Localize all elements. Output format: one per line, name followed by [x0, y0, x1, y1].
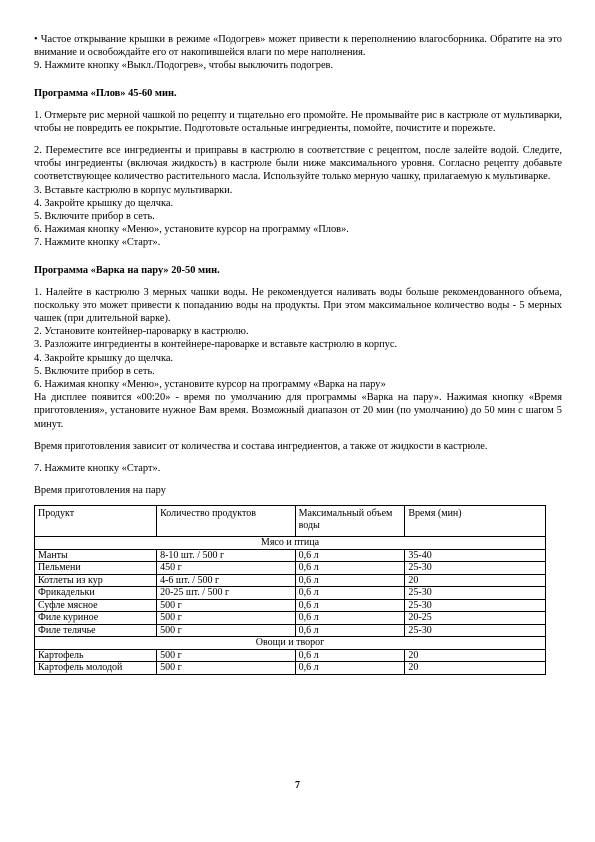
cell-water: 0,6 л: [295, 649, 405, 662]
cell-quantity: 500 г: [157, 612, 296, 625]
cell-time: 20: [405, 574, 546, 587]
pilaf-step-6: 6. Нажимая кнопку «Меню», установите курсор на программу «Плов».: [34, 224, 349, 236]
table-row: [35, 624, 546, 637]
cell-time: 25-30: [405, 599, 546, 612]
steam-heading: Программа «Варка на пару» 20-50 мин.: [34, 264, 220, 276]
cell-water: 0,6 л: [295, 599, 405, 612]
cell-water: 0,6 л: [295, 574, 405, 587]
cell-time: 35-40: [405, 549, 546, 562]
cell-time: 20-25: [405, 612, 546, 625]
table-row: [35, 549, 546, 562]
steam-step-3: 3. Разложите ингредиенты в контейнере-пароварке и вставьте кастрюлю в корпус.: [34, 339, 398, 351]
table-row: [35, 599, 546, 612]
cell-product: Манты: [35, 549, 157, 562]
table-row: [35, 662, 546, 675]
pilaf-heading: Программа «Плов» 45-60 мин.: [34, 87, 177, 99]
cell-product: Картофель: [35, 649, 157, 662]
bullet-note: • Частое открывание крышки в режиме «Подогрев» может привести к переполнению влагосборника. Обратите на это внимание и освобождайте его от накопившейся влаги по мере наполнения.: [34, 34, 562, 59]
steam-step-5: 5. Включите прибор в сеть.: [34, 365, 155, 377]
header-product: Продукт: [35, 506, 157, 537]
cell-water: 0,6 л: [295, 624, 405, 637]
cell-quantity: 450 г: [157, 562, 296, 575]
cell-product: Филе куриное: [35, 612, 157, 625]
pilaf-step-4: 4. Закройте крышку до щелчка.: [34, 197, 174, 209]
cell-water: 0,6 л: [295, 549, 405, 562]
header-water: Максимальный объем воды: [295, 506, 405, 537]
pilaf-step-2: 2. Переместите все ингредиенты и приправы в кастрюлю в соответствие с рецептом, после залейте водой. Следите, чтобы ингредиенты (включая жидкость) в кастрюле были ниже максимального уровня. Согласно рецепту добавьте соответствующее количество растительного масла. Используйте только мерную чашку, прилагаемую к мультиварке.: [34, 145, 562, 183]
manual-page: [34, 33, 562, 675]
cell-water: 0,6 л: [295, 562, 405, 575]
cell-quantity: 4-6 шт. / 500 г: [157, 574, 296, 587]
cell-water: 0,6 л: [295, 612, 405, 625]
cell-product: Фрикадельки: [35, 587, 157, 600]
section-row: [35, 637, 546, 650]
cell-time: 25-30: [405, 587, 546, 600]
cell-time: 20: [405, 662, 546, 675]
cell-water: 0,6 л: [295, 662, 405, 675]
table-header-row: [35, 506, 546, 537]
steam-time-note: Время приготовления зависит от количества и состава ингредиентов, а также от жидкости в кастрюле.: [34, 440, 488, 452]
steam-display-note: На дисплее появится «00:20» - время по умолчанию для программы «Варка на пару». Нажимая кнопку «Время приготовления», установите нужное Вам время. Возможный диапазон от 20 мин (по умолчанию) до 50 мин с шагом 5 минут.: [34, 392, 562, 430]
table-caption: Время приготовления на пару: [34, 485, 166, 497]
header-time: Время (мин): [405, 506, 546, 537]
steam-time-table: [34, 505, 546, 675]
cell-quantity: 500 г: [157, 662, 296, 675]
steam-step-6: 6. Нажимая кнопку «Меню», установите курсор на программу «Варка на пару»: [34, 379, 386, 391]
cell-quantity: 20-25 шт. / 500 г: [157, 587, 296, 600]
cell-quantity: 500 г: [157, 624, 296, 637]
cell-product: Пельмени: [35, 562, 157, 575]
table-row: [35, 587, 546, 600]
cell-quantity: 8-10 шт. / 500 г: [157, 549, 296, 562]
cell-product: Картофель молодой: [35, 662, 157, 675]
pilaf-step-5: 5. Включите прибор в сеть.: [34, 211, 155, 223]
cell-time: 20: [405, 649, 546, 662]
steam-step-4: 4. Закройте крышку до щелчка.: [34, 352, 174, 364]
cell-product: Филе телячье: [35, 624, 157, 637]
section-vegetables: Овощи и творог: [35, 637, 546, 650]
page-number: 7: [295, 780, 300, 791]
cell-quantity: 500 г: [157, 599, 296, 612]
section-row: [35, 537, 546, 550]
table-row: [35, 574, 546, 587]
steam-step-1: 1. Налейте в кастрюлю 3 мерных чашки воды. Не рекомендуется наливать воды больше рекомендованного объема, поскольку это может привести к попаданию воды на продукты. При этом максимальное количество воды - 5 мерных чашек (при длительной варке).: [34, 286, 562, 325]
cell-product: Суфле мясное: [35, 599, 157, 612]
cell-time: 25-30: [405, 562, 546, 575]
table-row: [35, 612, 546, 625]
section-meat: Мясо и птица: [35, 537, 546, 550]
cell-quantity: 500 г: [157, 649, 296, 662]
table-row: [35, 562, 546, 575]
step-9: 9. Нажмите кнопку «Выкл./Подогрев», чтобы выключить подогрев.: [34, 60, 334, 72]
steam-step-7: 7. Нажмите кнопку «Старт».: [34, 463, 161, 475]
header-quantity: Количество продуктов: [157, 506, 296, 537]
pilaf-step-1: 1. Отмерьте рис мерной чашкой по рецепту и тщательно его промойте. Не промывайте рис в кастрюле от мультиварки, чтобы не повредить ее покрытие. Подготовьте остальные ингредиенты, помойте, почистите и порежьте.: [34, 109, 562, 134]
pilaf-step-3: 3. Вставьте кастрюлю в корпус мультиварки.: [34, 184, 233, 196]
table-row: [35, 649, 546, 662]
cell-time: 25-30: [405, 624, 546, 637]
steam-step-2: 2. Установите контейнер-пароварку в кастрюлю.: [34, 326, 249, 338]
cell-product: Котлеты из кур: [35, 574, 157, 587]
cell-water: 0,6 л: [295, 587, 405, 600]
pilaf-step-7: 7. Нажмите кнопку «Старт».: [34, 237, 161, 249]
